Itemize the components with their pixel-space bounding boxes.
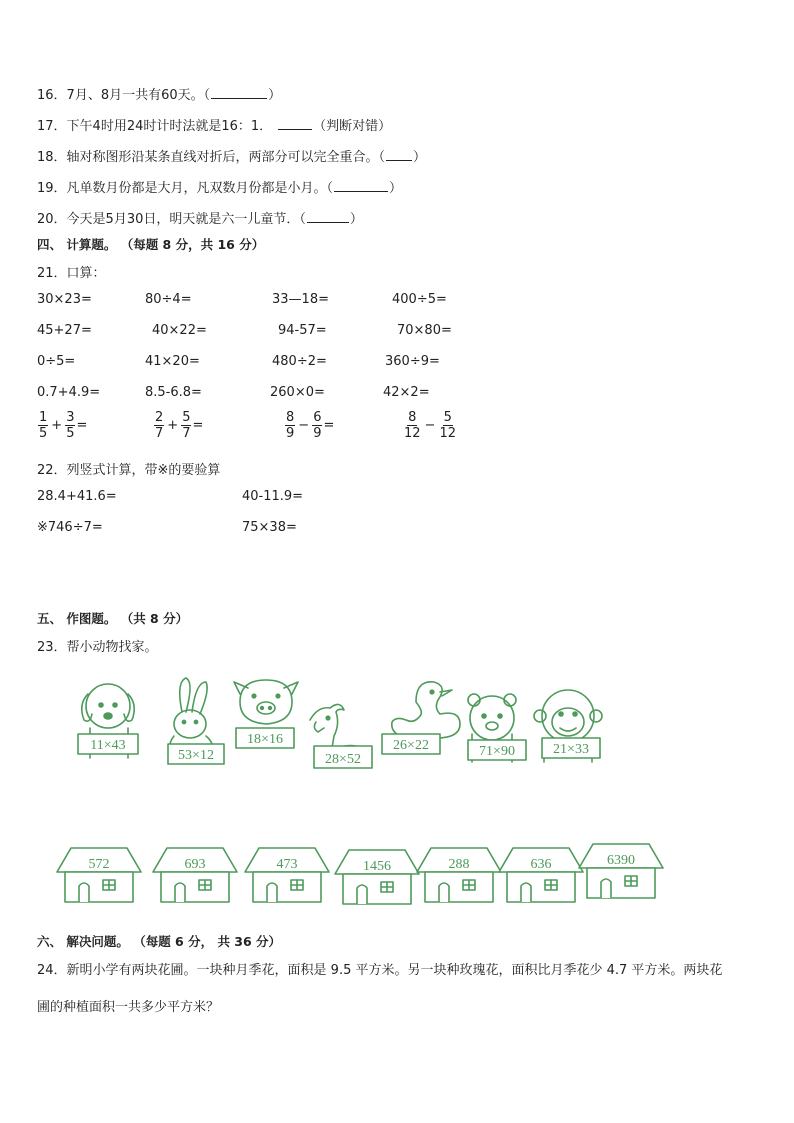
oral-calc-8: 70×80= [397, 323, 452, 338]
question-18: 18．轴对称图形沿某条直线对折后，两部分可以完全重合。（ ） [37, 150, 427, 165]
duck-icon [392, 682, 460, 738]
question-17: 17．下午4时用24时计时法就是16：1． （判断对错） [37, 119, 392, 134]
oral-calc-5: 45+27= [37, 323, 92, 338]
q24-text-line2: 圃的种植面积一共多少平方米？ [37, 1000, 220, 1015]
answer-blank[interactable] [278, 117, 312, 130]
house-number: 1456 [363, 859, 391, 874]
animal-expr: 11×43 [90, 738, 126, 753]
animal-expr: 26×22 [393, 738, 429, 753]
oral-calc-2: 80÷4= [145, 292, 192, 307]
question-20: 20．今天是5月30日，明天就是六一儿童节．（ ） [37, 212, 363, 227]
answer-blank[interactable] [386, 148, 412, 161]
fraction-calc-4: $\frac{8}{12}$ − $\frac{5}{12}$ [404, 410, 456, 441]
animal-expr: 53×12 [178, 748, 214, 763]
oral-calc-1: 30×23= [37, 292, 92, 307]
animals-illustration [70, 672, 630, 784]
section-4-title: 四、 计算题。 （每题 8 分，共 16 分） [37, 237, 265, 252]
fraction-calc-2: $\frac{2}{7}$ + $\frac{5}{7}$ = [155, 410, 204, 441]
oral-calc-9: 0÷5= [37, 354, 76, 369]
fraction-calc-1: $\frac{1}{5}$ + $\frac{3}{5}$ = [39, 410, 88, 441]
question-19: 19．凡单数月份都是大月，凡双数月份都是小月。（ ） [37, 181, 403, 196]
house-number: 6390 [607, 853, 635, 868]
section-6-title: 六、 解决问题。 （每题 6 分， 共 36 分） [37, 934, 282, 949]
vertical-calc-2: 40-11.9= [242, 489, 304, 504]
animal-expr: 28×52 [325, 752, 361, 767]
oral-calc-4: 400÷5= [392, 292, 447, 307]
section-5-title: 五、 作图题。 （共 8 分） [37, 611, 189, 626]
pig-icon [234, 680, 298, 724]
house-number: 288 [448, 857, 470, 872]
question-16: 16．7月、8月一共有60天。（ ） [37, 88, 282, 103]
oral-calc-11: 480÷2= [272, 354, 327, 369]
animal-expr: 71×90 [479, 744, 515, 759]
animal-expr: 21×33 [553, 742, 589, 757]
q23-title: 23．帮小动物找家。 [37, 640, 158, 655]
oral-calc-3: 33—18= [272, 292, 329, 307]
oral-calc-7: 94-57= [278, 323, 327, 338]
houses-illustration [55, 838, 665, 908]
answer-blank[interactable] [307, 210, 349, 223]
q24-text-line1: 24．新明小学有两块花圃。一块种月季花，面积是 9.5 平方米。另一块种玫瑰花，面积比月季花少 4.7 平方米。两块花 [37, 963, 723, 978]
oral-calc-13: 0.7+4.9= [37, 385, 101, 400]
oral-calc-10: 41×20= [145, 354, 200, 369]
oral-calc-6: 40×22= [152, 323, 207, 338]
vertical-calc-3: ※746÷7= [37, 520, 103, 535]
house-number: 572 [88, 857, 110, 872]
house-number: 636 [530, 857, 552, 872]
oral-calc-12: 360÷9= [385, 354, 440, 369]
q21-title: 21．口算： [37, 266, 106, 281]
oral-calc-15: 260×0= [270, 385, 325, 400]
q22-title: 22．列竖式计算，带※的要验算 [37, 463, 221, 478]
vertical-calc-1: 28.4+41.6= [37, 489, 117, 504]
animal-expr: 18×16 [247, 732, 283, 747]
answer-blank[interactable] [211, 86, 267, 99]
oral-calc-16: 42×2= [383, 385, 430, 400]
oral-calc-14: 8.5-6.8= [145, 385, 202, 400]
vertical-calc-4: 75×38= [242, 520, 297, 535]
fraction-calc-3: $\frac{8}{9}$ − $\frac{6}{9}$ = [286, 410, 335, 441]
answer-blank[interactable] [334, 179, 388, 192]
house-number: 693 [184, 857, 206, 872]
house-number: 473 [276, 857, 298, 872]
